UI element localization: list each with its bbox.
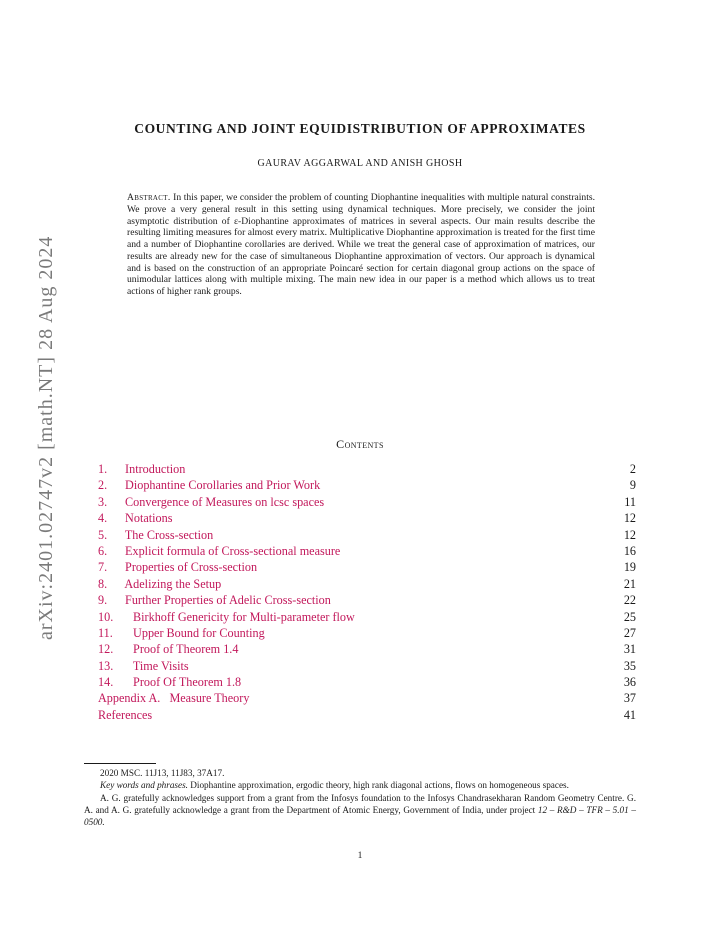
keywords-label: Key words and phrases. bbox=[100, 780, 188, 791]
toc-link[interactable] bbox=[98, 707, 152, 723]
toc-number: 11. bbox=[98, 625, 113, 640]
toc-title: Upper Bound for Counting bbox=[133, 625, 265, 640]
msc-line bbox=[84, 767, 636, 779]
toc-number: 6. bbox=[98, 543, 108, 558]
toc-page: 22 bbox=[623, 593, 636, 608]
toc-page: 36 bbox=[623, 675, 636, 690]
toc-link[interactable] bbox=[98, 641, 238, 657]
toc-number: 12. bbox=[98, 642, 114, 657]
toc-row bbox=[98, 592, 636, 608]
toc-number: 7. bbox=[98, 560, 108, 575]
toc-title: Proof Of Theorem 1.8 bbox=[133, 675, 242, 690]
toc-number: 2. bbox=[98, 478, 108, 493]
abstract-label: Abstract. bbox=[127, 192, 171, 203]
toc-page: 16 bbox=[623, 543, 636, 558]
toc-link[interactable] bbox=[98, 559, 257, 575]
footnotes bbox=[84, 767, 636, 828]
acknowledgement bbox=[84, 792, 636, 829]
toc-title: References bbox=[98, 707, 153, 722]
toc-title: Proof of Theorem 1.4 bbox=[133, 642, 239, 657]
acknowledgement-text: A. G. gratefully acknowledges support from a grant from the Infosys foundation to the Infosys Chandrasekharan Random Geometry Centre. G. A. and A. G. gratefully acknowledge a grant from the Department of Atomic Energy, Government of India, under project bbox=[84, 792, 636, 815]
toc-title: Properties of Cross-section bbox=[125, 560, 258, 575]
page-number: 1 bbox=[357, 851, 363, 861]
toc-page: 21 bbox=[623, 576, 636, 591]
contents-heading: Contents bbox=[336, 437, 384, 451]
toc-link[interactable] bbox=[98, 527, 213, 543]
toc-link[interactable] bbox=[98, 494, 324, 510]
toc-title: Notations bbox=[125, 511, 173, 526]
footnote-rule bbox=[84, 763, 156, 764]
toc-row bbox=[98, 641, 636, 657]
toc-number: 14. bbox=[98, 675, 114, 690]
toc-number: 8. bbox=[98, 576, 108, 591]
toc-row bbox=[98, 559, 636, 575]
paper-title: COUNTING AND JOINT EQUIDISTRIBUTION OF APPROXIMATES bbox=[134, 121, 586, 136]
toc-number: 1. bbox=[98, 462, 108, 476]
toc-row bbox=[98, 707, 636, 723]
msc-label: 2020 MSC. bbox=[100, 768, 143, 778]
toc-title: The Cross-section bbox=[124, 527, 214, 542]
toc-row bbox=[98, 543, 636, 559]
toc-page: 11 bbox=[624, 494, 636, 509]
toc-title: Measure Theory bbox=[169, 691, 250, 706]
toc-number: 10. bbox=[98, 609, 114, 624]
toc-row bbox=[98, 461, 636, 477]
toc-link[interactable] bbox=[98, 477, 320, 493]
toc-row bbox=[98, 510, 636, 526]
toc-title: Further Properties of Adelic Cross-section bbox=[125, 593, 331, 608]
toc-number: 5. bbox=[98, 527, 108, 542]
abstract-text: In this paper, we consider the problem of counting Diophantine inequalities with multiple natural constraints. We prove a very general result in this setting using dynamical techniques. More precisely, we consider the joint asymptotic distribution of ε-Diophantine approximates of matrices in several aspects. Our main results describe the resulting limiting measures for almost every matrix. Multiplicative Diophantine approximation is treated for the first time and a number of Diophantine corollaries are derived. While we treat the general case of approximation of matrices, our results are already new for the case of simultaneous Diophantine approximation of vectors. Our approach is dynamical and is based on the construction of an appropriate Poincaré section for certain diagonal group actions on the space of unimodular lattices along with multiple mixing. The main new idea in our paper is a method which allows us to treat actions of higher rank groups. bbox=[127, 192, 595, 297]
toc-row bbox=[98, 674, 636, 690]
arxiv-stamp: arXiv:2401.02747v2 [math.NT] 28 Aug 2024 bbox=[35, 235, 57, 640]
toc-title: Adelizing the Setup bbox=[124, 576, 222, 591]
toc-link[interactable] bbox=[98, 625, 265, 641]
toc-row bbox=[98, 690, 636, 706]
paper-authors: GAURAV AGGARWAL AND ANISH GHOSH bbox=[257, 158, 463, 169]
toc-row bbox=[98, 609, 636, 625]
toc-page: 2 bbox=[629, 462, 636, 476]
toc-link[interactable] bbox=[98, 609, 355, 625]
abstract bbox=[127, 192, 595, 298]
toc-link[interactable] bbox=[98, 576, 221, 592]
toc-link[interactable] bbox=[98, 592, 331, 608]
toc-row bbox=[98, 527, 636, 543]
toc-title: Birkhoff Genericity for Multi-parameter flow bbox=[133, 609, 355, 624]
toc-page: 31 bbox=[623, 642, 636, 657]
toc-page: 27 bbox=[623, 625, 636, 640]
toc-link[interactable] bbox=[98, 674, 241, 690]
toc-row bbox=[98, 658, 636, 674]
keywords-text: Diophantine approximation, ergodic theory, high rank diagonal actions, flows on homogeneous spaces. bbox=[190, 780, 569, 791]
toc-page: 12 bbox=[623, 511, 636, 526]
toc-number: Appendix A. bbox=[98, 691, 161, 706]
toc-page: 25 bbox=[623, 609, 636, 624]
toc-link[interactable] bbox=[98, 690, 249, 706]
toc-title: Explicit formula of Cross-sectional measure bbox=[125, 543, 341, 558]
toc-link[interactable] bbox=[98, 658, 189, 674]
toc-title: Time Visits bbox=[132, 658, 189, 673]
toc-link[interactable] bbox=[98, 543, 340, 559]
toc-page: 41 bbox=[623, 707, 636, 722]
toc-page: 12 bbox=[623, 527, 636, 542]
toc-number: 3. bbox=[98, 494, 108, 509]
toc-title: Convergence of Measures on lcsc spaces bbox=[125, 494, 325, 509]
keywords-line bbox=[84, 779, 636, 791]
toc-page: 9 bbox=[629, 478, 636, 493]
toc-number: 13. bbox=[98, 658, 114, 673]
msc-codes: 11J13, 11J83, 37A17. bbox=[144, 768, 225, 778]
project-code: 12 – R&D – TFR – 5.01 – 0500. bbox=[84, 804, 637, 828]
toc-title: Diophantine Corollaries and Prior Work bbox=[125, 478, 321, 493]
toc-number: 9. bbox=[98, 593, 108, 608]
table-of-contents bbox=[98, 461, 636, 723]
toc-row bbox=[98, 494, 636, 510]
toc-page: 35 bbox=[623, 658, 636, 673]
toc-page: 19 bbox=[623, 560, 636, 575]
toc-title: Introduction bbox=[125, 462, 186, 476]
toc-page: 37 bbox=[623, 691, 636, 706]
toc-row bbox=[98, 477, 636, 493]
toc-link[interactable] bbox=[98, 461, 185, 477]
toc-row bbox=[98, 625, 636, 641]
toc-row bbox=[98, 576, 636, 592]
toc-number: 4. bbox=[98, 511, 108, 526]
toc-link[interactable] bbox=[98, 510, 172, 526]
